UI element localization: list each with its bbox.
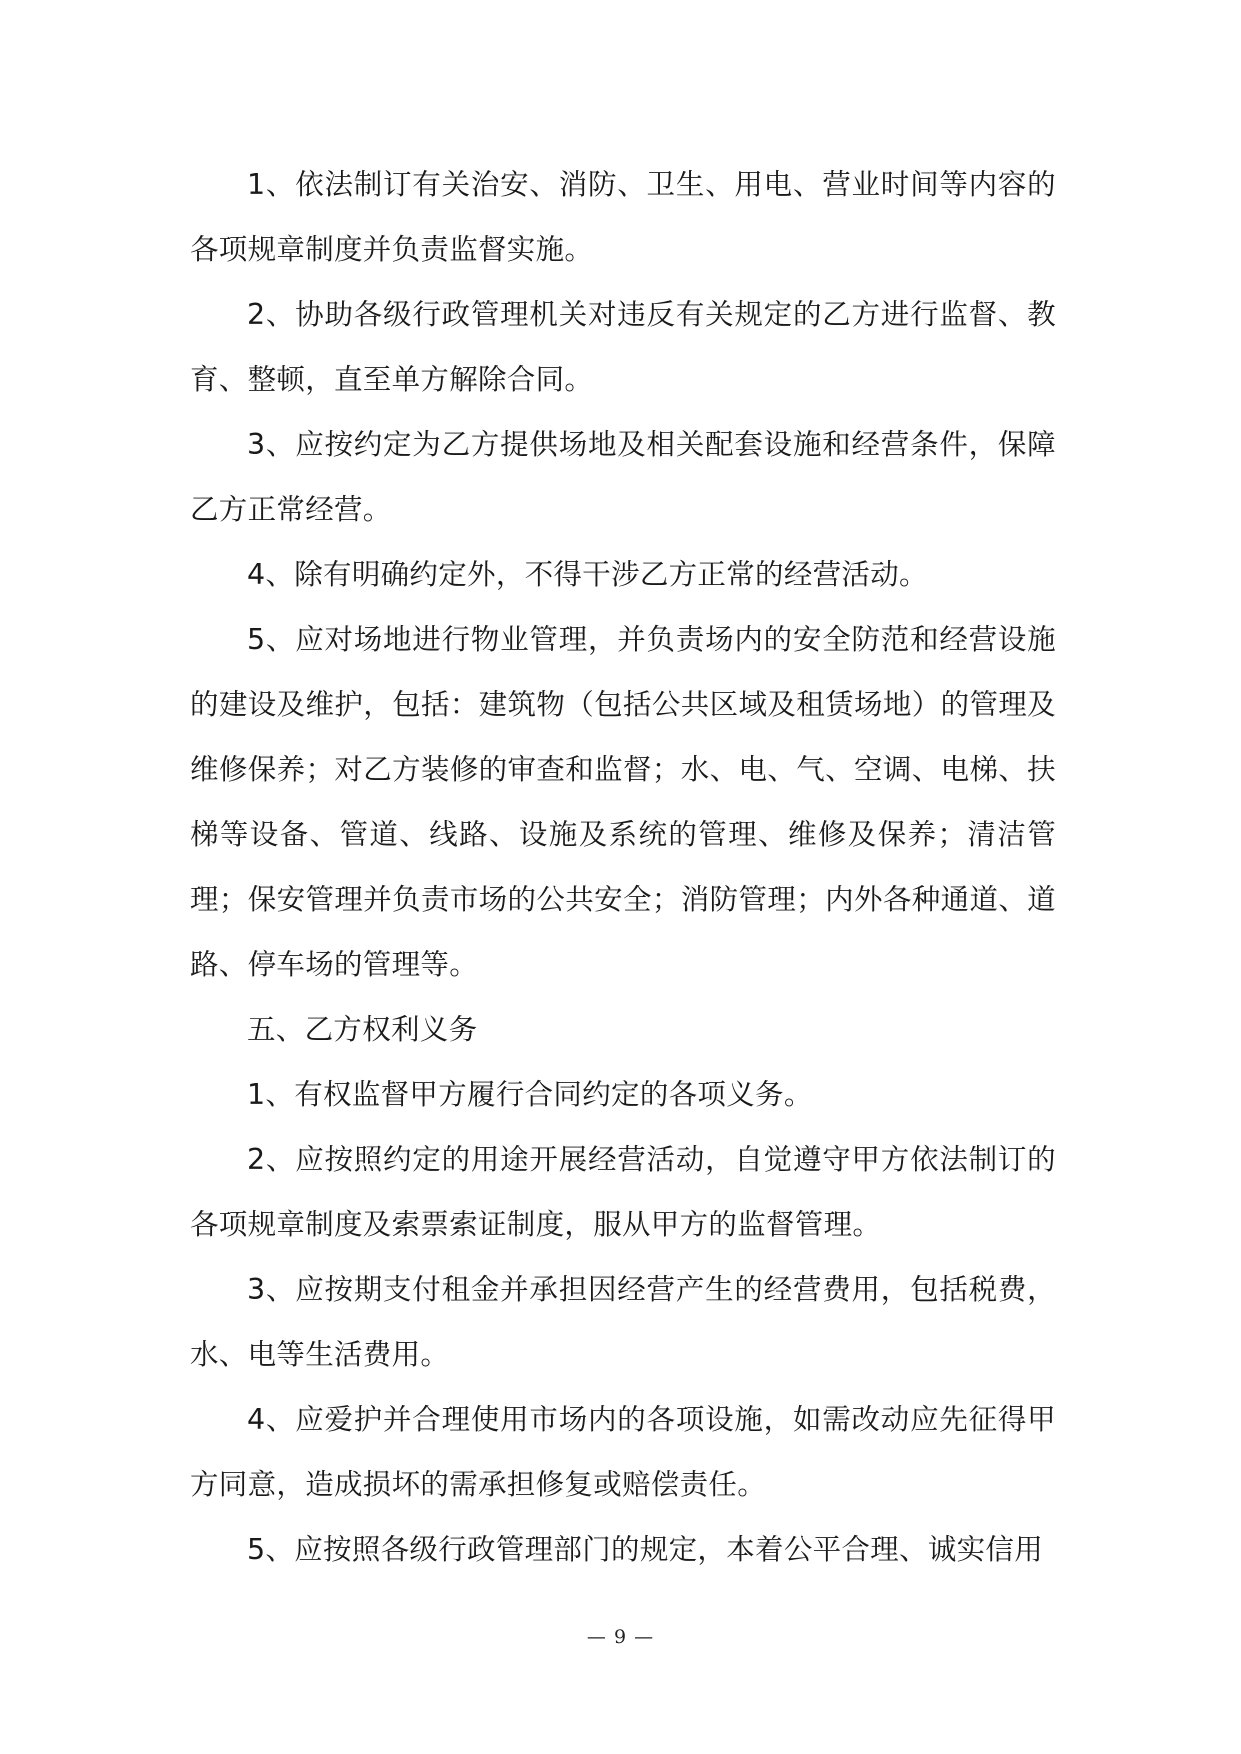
paragraph-party-b-duty-2: 2、应按照约定的用途开展经营活动，自觉遵守甲方依法制订的各项规章制度及索票索证制度，服从甲方的监督管理。 bbox=[190, 1143, 1056, 1241]
paragraph-party-b-duty-3: 3、应按期支付租金并承担因经营产生的经营费用，包括税费，水、电等生活费用。 bbox=[190, 1273, 1056, 1371]
page-number: — 9 — bbox=[586, 1626, 655, 1648]
paragraph-party-b-duty-5: 5、应按照各级行政管理部门的规定，本着公平合理、诚实信用 bbox=[247, 1533, 1044, 1566]
paragraph-party-a-duty-3: 3、应按约定为乙方提供场地及相关配套设施和经营条件，保障乙方正常经营。 bbox=[190, 428, 1056, 526]
paragraph-party-b-duty-4: 4、应爱护并合理使用市场内的各项设施，如需改动应先征得甲方同意，造成损坏的需承担修复或赔偿责任。 bbox=[190, 1403, 1056, 1501]
document-body bbox=[190, 152, 1056, 1582]
paragraph-party-a-duty-4: 4、除有明确约定外，不得干涉乙方正常的经营活动。 bbox=[247, 558, 928, 591]
paragraph-party-a-duty-2: 2、协助各级行政管理机关对违反有关规定的乙方进行监督、教育、整顿，直至单方解除合同。 bbox=[190, 298, 1056, 396]
section-heading-party-b: 五、乙方权利义务 bbox=[247, 1013, 478, 1046]
paragraph-party-a-duty-1: 1、依法制订有关治安、消防、卫生、用电、营业时间等内容的各项规章制度并负责监督实施。 bbox=[190, 168, 1056, 266]
paragraph-party-b-duty-1: 1、有权监督甲方履行合同约定的各项义务。 bbox=[247, 1078, 813, 1111]
paragraph-party-a-duty-5: 5、应对场地进行物业管理，并负责场内的安全防范和经营设施的建设及维护，包括：建筑物（包括公共区域及租赁场地）的管理及维修保养；对乙方装修的审查和监督；水、电、气、空调、电梯、扶梯等设备、管道、线路、设施及系统的管理、维修及保养；清洁管理；保安管理并负责市场的公共安全；消防管理；内外各种通道、道路、停车场的管理等。 bbox=[190, 623, 1056, 981]
